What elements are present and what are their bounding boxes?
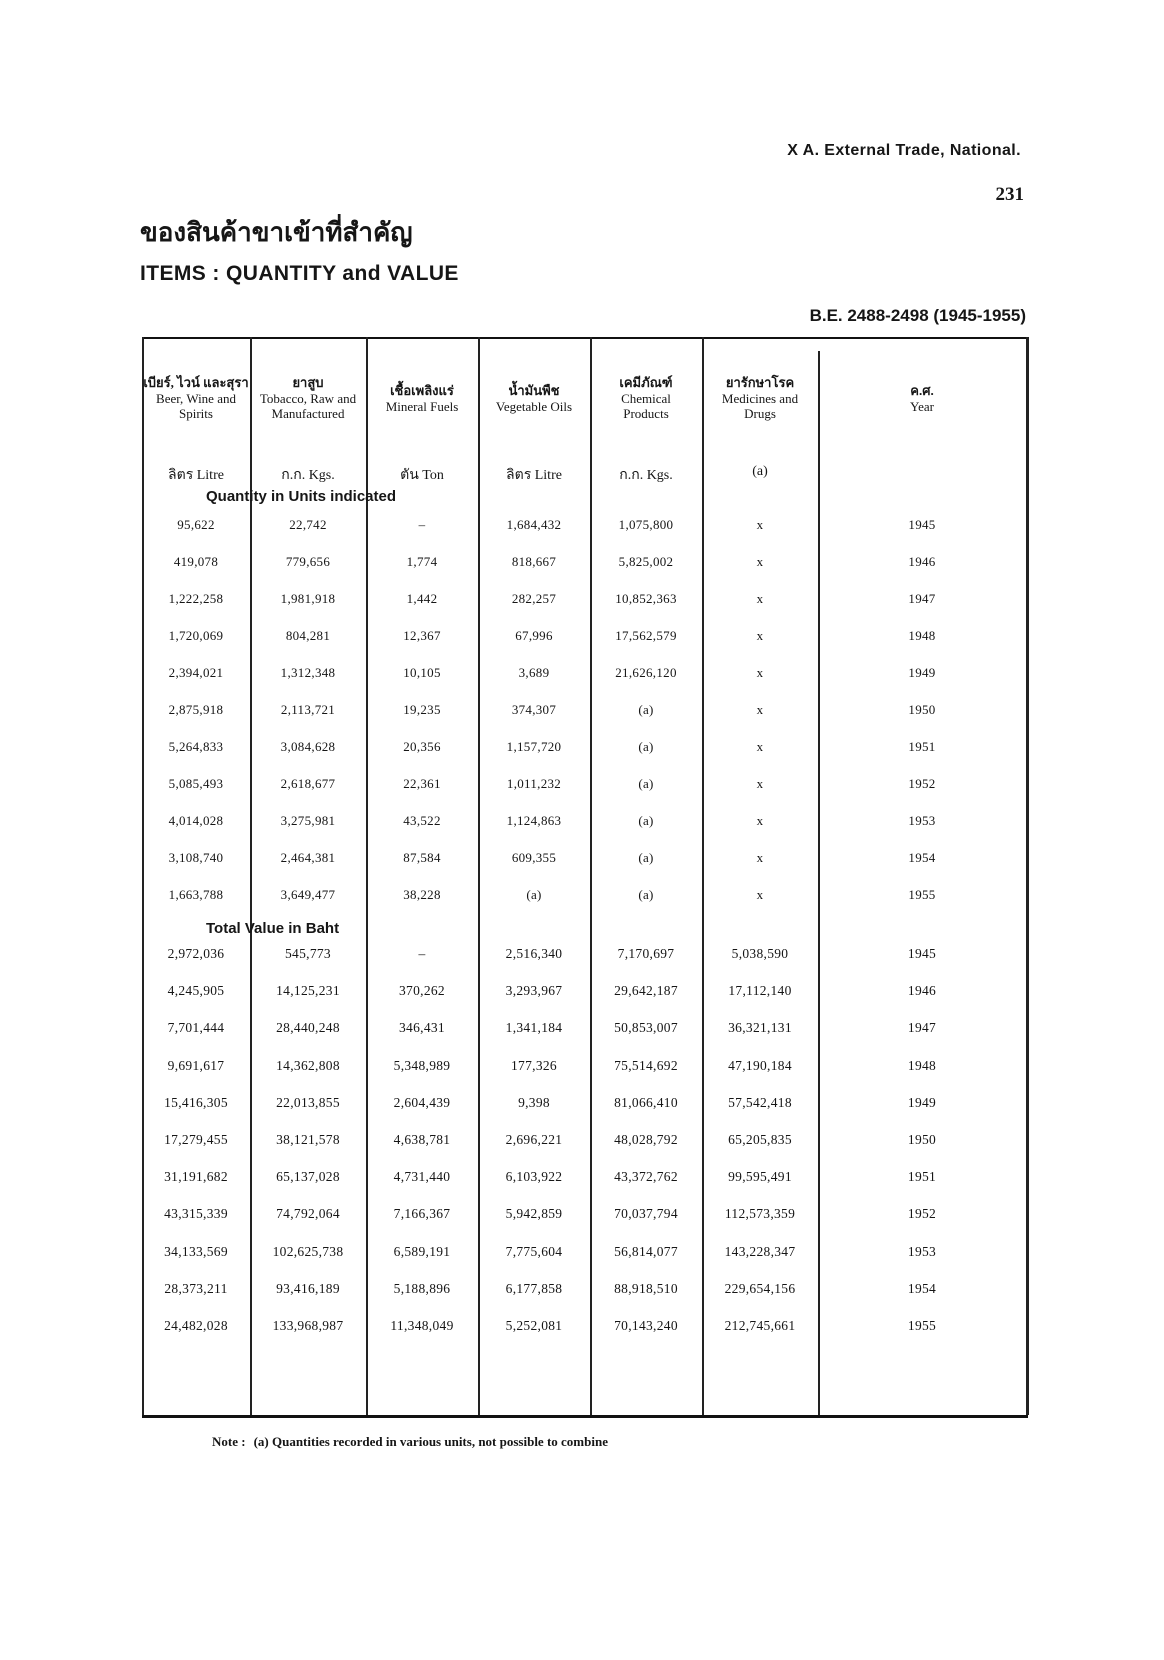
- table-row: [142, 850, 1028, 870]
- table-cell: 20,356: [403, 739, 441, 754]
- table-cell: 1948: [908, 628, 936, 643]
- column-header: [250, 351, 366, 446]
- table-cell: 1951: [907, 1169, 937, 1185]
- table-cell: 374,307: [511, 702, 557, 717]
- table-cell: 1955: [907, 1318, 937, 1333]
- table-cell: 5,085,493: [168, 776, 224, 791]
- table-cell: 609,355: [511, 850, 557, 865]
- table-cell: –: [418, 946, 426, 961]
- table-cell: 1953: [907, 1243, 937, 1259]
- table-cell: 1946: [907, 983, 937, 999]
- table-cell: 1951: [908, 739, 936, 754]
- table-cell: 5,825,002: [618, 554, 674, 569]
- table-cell: 6,103,922: [505, 1169, 563, 1185]
- table-cell: 12,367: [403, 628, 441, 643]
- table-cell: 1949: [907, 1094, 937, 1110]
- column-unit: ตัน Ton: [400, 468, 444, 483]
- table-row: [142, 702, 1028, 722]
- table-cell: 2,972,036: [167, 946, 225, 961]
- table-cell: 1946: [908, 554, 936, 569]
- table-cell: 4,731,440: [393, 1169, 451, 1185]
- table-cell: 1955: [908, 887, 936, 902]
- table-cell: 2,516,340: [505, 946, 563, 961]
- table-cell: 545,773: [285, 946, 331, 961]
- column-header-thai: เบียร์, ไวน์ และสุรา: [143, 375, 249, 391]
- table-cell: 10,852,363: [615, 591, 677, 606]
- table-cell: 1947: [907, 1020, 937, 1036]
- table-row: [142, 1244, 1028, 1264]
- table-cell: 57,542,418: [728, 1094, 792, 1110]
- table-cell: 3,108,740: [168, 850, 224, 865]
- table-cell: x: [756, 517, 764, 532]
- table-cell: 31,191,682: [164, 1169, 228, 1185]
- table-cell: 24,482,028: [164, 1318, 228, 1333]
- table-cell: 4,014,028: [168, 813, 224, 828]
- table-cell: 11,348,049: [390, 1318, 454, 1333]
- table-cell: 99,595,491: [728, 1169, 792, 1185]
- table-cell: x: [756, 776, 764, 791]
- table-cell: (a): [638, 739, 654, 754]
- table-cell: 2,875,918: [168, 702, 224, 717]
- table-row: [142, 591, 1028, 611]
- table-cell: 1,981,918: [280, 591, 336, 606]
- table-cell: (a): [638, 850, 654, 865]
- table-cell: 43,372,762: [614, 1169, 678, 1185]
- thai-title: ของสินค้าขาเข้าที่สำคัญ: [140, 218, 413, 247]
- table-cell: 1,222,258: [168, 591, 224, 606]
- table-cell: 22,013,855: [276, 1094, 340, 1110]
- table-cell: x: [756, 850, 764, 865]
- note-lead: Note :: [212, 1434, 246, 1449]
- table-cell: 2,618,677: [280, 776, 336, 791]
- table-row: [142, 1206, 1028, 1226]
- table-cell: 48,028,792: [614, 1132, 678, 1147]
- table-cell: 74,792,064: [276, 1206, 340, 1222]
- table-cell: 1949: [908, 665, 936, 680]
- table-cell: 2,696,221: [505, 1132, 563, 1147]
- table-cell: (a): [526, 887, 542, 902]
- table-row: [142, 1132, 1028, 1152]
- column-unit: ลิตร Litre: [506, 468, 562, 483]
- table-row: [142, 946, 1028, 966]
- period-label: B.E. 2488-2498 (1945-1955): [809, 306, 1026, 325]
- table-cell: 7,170,697: [617, 946, 675, 961]
- table-cell: 7,701,444: [167, 1020, 225, 1036]
- table-cell: 3,689: [518, 665, 550, 680]
- trade-table: [142, 337, 1028, 1418]
- table-cell: 1948: [907, 1057, 937, 1073]
- table-cell: 212,745,661: [724, 1318, 796, 1333]
- column-header: [142, 351, 250, 446]
- table-cell: 75,514,692: [614, 1057, 678, 1073]
- table-cell: 87,584: [403, 850, 441, 865]
- table-cell: –: [418, 517, 426, 532]
- table-cell: 5,188,896: [393, 1280, 451, 1296]
- table-cell: 1953: [908, 813, 936, 828]
- table-cell: 81,066,410: [614, 1094, 678, 1110]
- table-row: [142, 1281, 1028, 1301]
- table-cell: 65,137,028: [276, 1169, 340, 1185]
- table-cell: x: [756, 813, 764, 828]
- column-header-english: Beer, Wine and Spirits: [156, 390, 236, 422]
- table-cell: 7,775,604: [505, 1243, 563, 1259]
- table-cell: (a): [638, 776, 654, 791]
- table-row: [142, 776, 1028, 796]
- table-cell: 2,464,381: [280, 850, 336, 865]
- table-cell: 17,279,455: [164, 1132, 228, 1147]
- table-cell: 67,996: [515, 628, 553, 643]
- table-cell: 29,642,187: [614, 983, 678, 999]
- table-cell: 5,264,833: [168, 739, 224, 754]
- table-cell: x: [756, 887, 764, 902]
- table-cell: 4,638,781: [393, 1132, 451, 1147]
- table-cell: 177,326: [511, 1057, 557, 1073]
- column-unit: ก.ก. Kgs.: [619, 468, 673, 483]
- table-cell: 282,257: [511, 591, 557, 606]
- table-cell: 22,742: [289, 517, 327, 532]
- table-cell: 1954: [907, 1280, 937, 1296]
- column-header: [702, 351, 818, 446]
- page-title: ITEMS : QUANTITY and VALUE: [140, 262, 459, 285]
- table-cell: 38,228: [403, 887, 441, 902]
- footnote: [212, 1434, 608, 1450]
- table-cell: 3,649,477: [280, 887, 336, 902]
- table-cell: 38,121,578: [276, 1132, 340, 1147]
- table-cell: 1950: [908, 702, 936, 717]
- table-row: [142, 554, 1028, 574]
- table-row: [142, 517, 1028, 537]
- column-header-english: Chemical Products: [621, 390, 671, 422]
- column-unit: ลิตร Litre: [168, 468, 224, 483]
- table-cell: 346,431: [399, 1020, 445, 1036]
- table-cell: 112,573,359: [724, 1206, 796, 1222]
- table-cell: 50,853,007: [614, 1020, 678, 1036]
- table-cell: 1,720,069: [168, 628, 224, 643]
- table-cell: 5,942,859: [505, 1206, 563, 1222]
- table-cell: x: [756, 739, 764, 754]
- table-cell: 2,604,439: [393, 1094, 451, 1110]
- column-header: [818, 351, 1026, 446]
- table-cell: 43,315,339: [164, 1206, 228, 1222]
- table-cell: 34,133,569: [164, 1243, 228, 1259]
- table-cell: 17,112,140: [728, 983, 792, 999]
- table-cell: (a): [638, 702, 654, 717]
- table-cell: 14,362,808: [276, 1057, 340, 1073]
- note-text: (a) Quantities recorded in various units, not possible to combine: [253, 1434, 608, 1449]
- table-cell: 3,293,967: [505, 983, 563, 999]
- table-row: [142, 1095, 1028, 1115]
- table-cell: 65,205,835: [728, 1132, 792, 1147]
- bottom-rule: [142, 1415, 1028, 1418]
- table-cell: 4,245,905: [167, 983, 225, 999]
- table-cell: 1,075,800: [618, 517, 674, 532]
- table-cell: 5,038,590: [731, 946, 789, 961]
- table-cell: 1,684,432: [506, 517, 562, 532]
- table-row: [142, 665, 1028, 685]
- table-cell: 804,281: [285, 628, 331, 643]
- table-cell: 19,235: [403, 702, 441, 717]
- table-cell: 70,143,240: [614, 1318, 678, 1333]
- column-header-english: Tobacco, Raw and Manufactured: [259, 390, 357, 422]
- table-cell: 5,348,989: [393, 1057, 451, 1073]
- table-cell: 21,626,120: [615, 665, 677, 680]
- table-cell: 1,663,788: [168, 887, 224, 902]
- table-cell: 1,312,348: [280, 665, 336, 680]
- table-row: [142, 739, 1028, 759]
- table-cell: 1,774: [406, 554, 438, 569]
- section-header: X A. External Trade, National.: [787, 142, 1021, 159]
- table-cell: 5,252,081: [505, 1318, 563, 1333]
- table-row: [142, 1169, 1028, 1189]
- column-header-thai: น้ำมันพืช: [508, 382, 560, 398]
- table-cell: 14,125,231: [276, 983, 340, 999]
- table-cell: (a): [638, 813, 654, 828]
- table-cell: 88,918,510: [614, 1280, 678, 1296]
- table-cell: 1,157,720: [506, 739, 562, 754]
- column-header-thai: เคมีภัณฑ์: [619, 375, 673, 391]
- table-row: [142, 1020, 1028, 1040]
- table-cell: 9,691,617: [167, 1057, 225, 1073]
- table-cell: 1945: [908, 517, 936, 532]
- column-header: [366, 351, 478, 446]
- table-cell: 15,416,305: [164, 1094, 228, 1110]
- column-header-thai: ยาสูบ: [292, 375, 324, 391]
- table-cell: 3,275,981: [280, 813, 336, 828]
- table-cell: 1,011,232: [506, 776, 562, 791]
- table-cell: 370,262: [399, 983, 445, 999]
- top-rule: [142, 337, 1028, 339]
- table-cell: x: [756, 554, 764, 569]
- table-cell: 143,228,347: [724, 1243, 796, 1259]
- column-header-thai: ยารักษาโรค: [725, 375, 795, 391]
- column-unit: (a): [752, 464, 768, 479]
- table-cell: 1,341,184: [505, 1020, 563, 1036]
- column-header-english: Medicines and Drugs: [721, 390, 799, 422]
- table-cell: (a): [638, 887, 654, 902]
- table-cell: 1952: [907, 1206, 937, 1222]
- table-cell: 102,625,738: [272, 1243, 344, 1259]
- table-cell: 7,166,367: [393, 1206, 451, 1222]
- table-cell: 1954: [908, 850, 936, 865]
- table-cell: 95,622: [177, 517, 215, 532]
- table-cell: 1947: [908, 591, 936, 606]
- table-cell: x: [756, 591, 764, 606]
- table-row: [142, 1058, 1028, 1078]
- table-cell: 6,589,191: [393, 1243, 451, 1259]
- table-cell: 56,814,077: [614, 1243, 678, 1259]
- table-cell: 28,440,248: [276, 1020, 340, 1036]
- column-header-english: Vegetable Oils: [495, 398, 573, 414]
- table-row: [142, 813, 1028, 833]
- table-cell: 1,442: [406, 591, 438, 606]
- table-cell: 93,416,189: [276, 1280, 340, 1296]
- table-cell: x: [756, 702, 764, 717]
- column-header-thai: เชื้อเพลิงแร่: [390, 382, 454, 398]
- column-header-english: Year: [910, 398, 934, 414]
- table-row: [142, 628, 1028, 648]
- column-header: [590, 351, 702, 446]
- quantity-section-label: Quantity in Units indicated: [206, 488, 397, 505]
- table-cell: 70,037,794: [614, 1206, 678, 1222]
- page-number: 231: [995, 184, 1024, 205]
- value-section-label: Total Value in Baht: [206, 920, 340, 937]
- table-cell: 43,522: [403, 813, 441, 828]
- table-cell: 818,667: [511, 554, 557, 569]
- table-cell: x: [756, 628, 764, 643]
- table-row: [142, 887, 1028, 907]
- table-cell: 133,968,987: [272, 1318, 344, 1333]
- table-row: [142, 1318, 1028, 1338]
- table-cell: 229,654,156: [724, 1280, 796, 1296]
- table-cell: 779,656: [285, 554, 331, 569]
- table-cell: 1952: [908, 776, 936, 791]
- table-cell: 1,124,863: [506, 813, 562, 828]
- table-row: [142, 983, 1028, 1003]
- column-header-english: Mineral Fuels: [385, 398, 459, 414]
- table-cell: 9,398: [518, 1094, 550, 1110]
- table-cell: 28,373,211: [164, 1280, 228, 1296]
- column-unit: ก.ก. Kgs.: [281, 468, 335, 483]
- table-cell: x: [756, 665, 764, 680]
- table-cell: 47,190,184: [728, 1057, 792, 1073]
- table-cell: 1950: [907, 1132, 937, 1147]
- column-header: [478, 351, 590, 446]
- table-cell: 10,105: [403, 665, 441, 680]
- table-cell: 419,078: [173, 554, 219, 569]
- table-cell: 1945: [907, 946, 937, 961]
- table-cell: 6,177,858: [505, 1280, 563, 1296]
- table-cell: 17,562,579: [615, 628, 677, 643]
- table-cell: 22,361: [403, 776, 441, 791]
- table-cell: 36,321,131: [728, 1020, 792, 1036]
- column-header-thai: ค.ศ.: [910, 382, 934, 398]
- table-cell: 2,113,721: [280, 702, 336, 717]
- table-cell: 3,084,628: [280, 739, 336, 754]
- table-cell: 2,394,021: [168, 665, 224, 680]
